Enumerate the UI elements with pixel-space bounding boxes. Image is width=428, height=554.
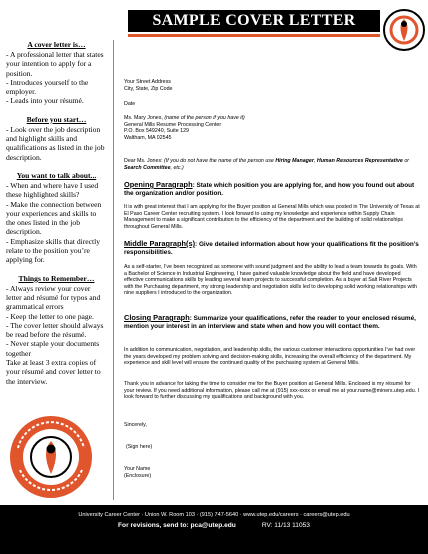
sidebar-heading: Things to Remember… (18, 273, 95, 283)
sender-address: Your Street Address City, State, Zip Code (124, 79, 173, 92)
sidebar-section-before-start (6, 115, 107, 162)
signer-name: Your Name (Enclosure) (124, 466, 152, 479)
closing-label: Closing Paragraph (124, 313, 190, 322)
middle-paragraph-heading (124, 240, 420, 256)
closing-paragraph-2: Thank you in advance for taking the time to consider me for the Buyer position at General Mills. Enclosed is my résumé for your review. If you need additional information, please call me at (915) xxx-xxxx or email me at your.name@miners.utep.edu. I look forward to further discussing my qualifications and background with you. (124, 381, 420, 401)
letter-date: Date (124, 101, 136, 107)
sidebar-heading: Before you start… (26, 114, 87, 124)
sidebar-text: - Look over the job description and highlight skills and qualifications as listed in the job description. (6, 124, 105, 162)
sidebar-text: - A professional letter that states your intention to apply for a position. - Introduces yourself to the employer. - Leads into your résumé. (6, 50, 104, 106)
sidebar-text: - Always review your cover letter and résumé for typos and grammatical errors - Keep the letter to one page. - The cover letter should always be read before the résumé. - Never staple your documents together Take at least 3 extra copies of your résumé and cover letter to the interview. (6, 283, 104, 386)
title-bar (128, 10, 380, 32)
salutation-option: Search Committee (124, 164, 171, 171)
sidebar-heading: A cover letter is… (27, 40, 86, 49)
title-accent-rule (128, 34, 380, 37)
salutation-greeting: Dear Ms. Jones: (124, 158, 165, 164)
page-footer (0, 505, 428, 554)
university-career-center-seal-icon (8, 414, 94, 500)
opening-label: Opening Paragraph (124, 180, 193, 189)
sincerely: Sincerely, (124, 422, 147, 428)
footer-contact-line: University Career Center · Union W. Room 103 · (915) 747-5640 · www.utep.edu/careers · careers@utep.edu (78, 512, 350, 518)
salutation-note: , (313, 158, 317, 164)
middle-label: Middle Paragraph(s) (124, 239, 196, 248)
salutation-note: , etc.) (170, 164, 184, 171)
sidebar-section-remember (6, 274, 107, 386)
salutation-option: Hiring Manager (275, 158, 314, 164)
signature-placeholder: (Sign here) (126, 444, 153, 450)
recipient-name: Ms. Mary Jones, (124, 115, 165, 121)
page-title: SAMPLE COVER LETTER (152, 12, 356, 29)
opening-paragraph-heading (124, 181, 420, 197)
cover-letter-body (124, 40, 420, 500)
opening-paragraph: It is with great interest that I am applying for the Buyer position at General Mills which was posted in The University of Texas at El Paso Career Center recruiting system. I look forward to using my knowledge and experience within Supply Chain Management to make a significant contribution to the efficiency of the department and the building of solid relationships throughout General Mills. (124, 204, 420, 230)
salutation-note: (If you do not have the name of the person use (164, 158, 276, 164)
closing-description: : Summarize your qualifications, refer the reader to your enclosed résumé, mention your interest in an interview and state when and how you will contact them. (124, 315, 416, 330)
recipient-note: (name of the person if you have it) (164, 115, 245, 121)
sidebar-section-talk-about (6, 171, 107, 265)
footer-revision-email: For revisions, send to: pca@utep.edu (118, 522, 236, 529)
recipient-name-line (124, 115, 245, 122)
middle-description: : Give detailed information about how your qualifications fit the position’s responsibilities. (124, 241, 419, 256)
closing-paragraph-1: In addition to communication, negotiation, and leadership skills, the various customer interactions opportunities I’ve had over the years developed my problem solving and decision-making skills, increasing the overall efficiency of the department. My experience and skill level will ensure the continued quality of the purchasing system at General Mills. (124, 347, 416, 367)
sidebar-section-what-is (6, 40, 107, 106)
salutation-option: Human Resources Representative (316, 158, 403, 164)
salutation-note: or (402, 158, 410, 164)
middle-paragraph: As a self-starter, I’ve been recognized as someone with sound judgment and the ability to lead a team towards its goals. With a Bachelor of Science in Industrial Engineering, I have gained valuable knowledge about the field and have developed effective communications skills by leading several team projects to successful completion. As a buyer at Salt River Projects with the Purchasing department, my strong leadership and negotiation skills led to developing solid working relationships with nine suppliers I introduced to the organization. (124, 264, 417, 297)
footer-revision-line (0, 521, 428, 530)
closing-paragraph-heading (124, 314, 420, 330)
footer-revision-code: RV: 11/13 11053 (261, 522, 310, 529)
salutation (124, 158, 420, 171)
recipient-address: General Mills Resume Processing Center P.O. Box 549240, Suite 129 Waltham, MA 02545 (124, 121, 222, 141)
opening-description: : State which position you are applying for, and how you found out about the organization and/or position. (124, 182, 415, 197)
sidebar-heading: You want to talk about... (16, 170, 97, 180)
sidebar-text: - When and where have I used these highlighted skills? - Make the connection between your experiences and skills to the ones listed in the job description. - Emphasize skills that directly relate to the position you’re applying for. (6, 180, 102, 265)
